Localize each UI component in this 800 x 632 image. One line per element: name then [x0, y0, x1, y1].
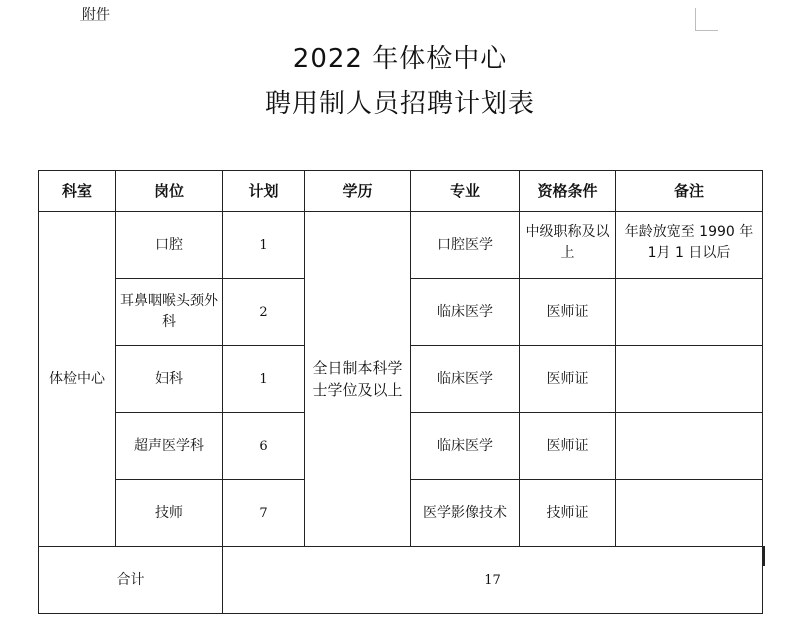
plan-cell: 2 [223, 279, 305, 346]
note-cell [616, 480, 763, 547]
position-cell: 技师 [116, 480, 223, 547]
major-cell: 临床医学 [411, 346, 520, 413]
table-row [39, 212, 763, 279]
document-title-line2: 聘用制人员招聘计划表 [264, 89, 535, 119]
major-cell: 医学影像技术 [411, 480, 520, 547]
position-cell: 口腔 [116, 212, 223, 279]
qualification-cell: 技师证 [520, 480, 616, 547]
column-header-note: 备注 [616, 171, 763, 212]
column-header-education: 学历 [305, 171, 411, 212]
note-cell [616, 413, 763, 480]
table-header-row [39, 171, 763, 212]
plan-cell: 1 [223, 346, 305, 413]
qualification-cell: 医师证 [520, 413, 616, 480]
qualification-cell: 医师证 [520, 346, 616, 413]
department-cell: 体检中心 [39, 212, 116, 547]
document-title-line1: 2022 年体检中心 [292, 44, 508, 74]
column-header-position: 岗位 [116, 171, 223, 212]
note-cell: 年龄放宽至 1990 年 1月 1 日以后 [616, 212, 763, 279]
plan-cell: 7 [223, 480, 305, 547]
recruitment-plan-table [38, 170, 763, 614]
plan-cell: 1 [223, 212, 305, 279]
corner-mark-right [695, 8, 718, 31]
plan-cell: 6 [223, 413, 305, 480]
column-header-department: 科室 [39, 171, 116, 212]
total-label: 合计 [39, 547, 223, 614]
column-header-plan: 计划 [223, 171, 305, 212]
note-cell [616, 279, 763, 346]
attachment-label: 附件 [82, 7, 110, 23]
major-cell: 临床医学 [411, 413, 520, 480]
education-cell: 全日制本科学士学位及以上 [305, 212, 411, 547]
qualification-cell: 中级职称及以上 [520, 212, 616, 279]
major-cell: 临床医学 [411, 279, 520, 346]
position-cell: 耳鼻咽喉头颈外科 [116, 279, 223, 346]
position-cell: 超声医学科 [116, 413, 223, 480]
total-row [39, 547, 763, 614]
major-cell: 口腔医学 [411, 212, 520, 279]
text-cursor [763, 546, 765, 566]
qualification-cell: 医师证 [520, 279, 616, 346]
corner-mark-left [80, 20, 106, 33]
position-cell: 妇科 [116, 346, 223, 413]
note-cell [616, 346, 763, 413]
column-header-qualification: 资格条件 [520, 171, 616, 212]
column-header-major: 专业 [411, 171, 520, 212]
total-value: 17 [223, 547, 763, 614]
